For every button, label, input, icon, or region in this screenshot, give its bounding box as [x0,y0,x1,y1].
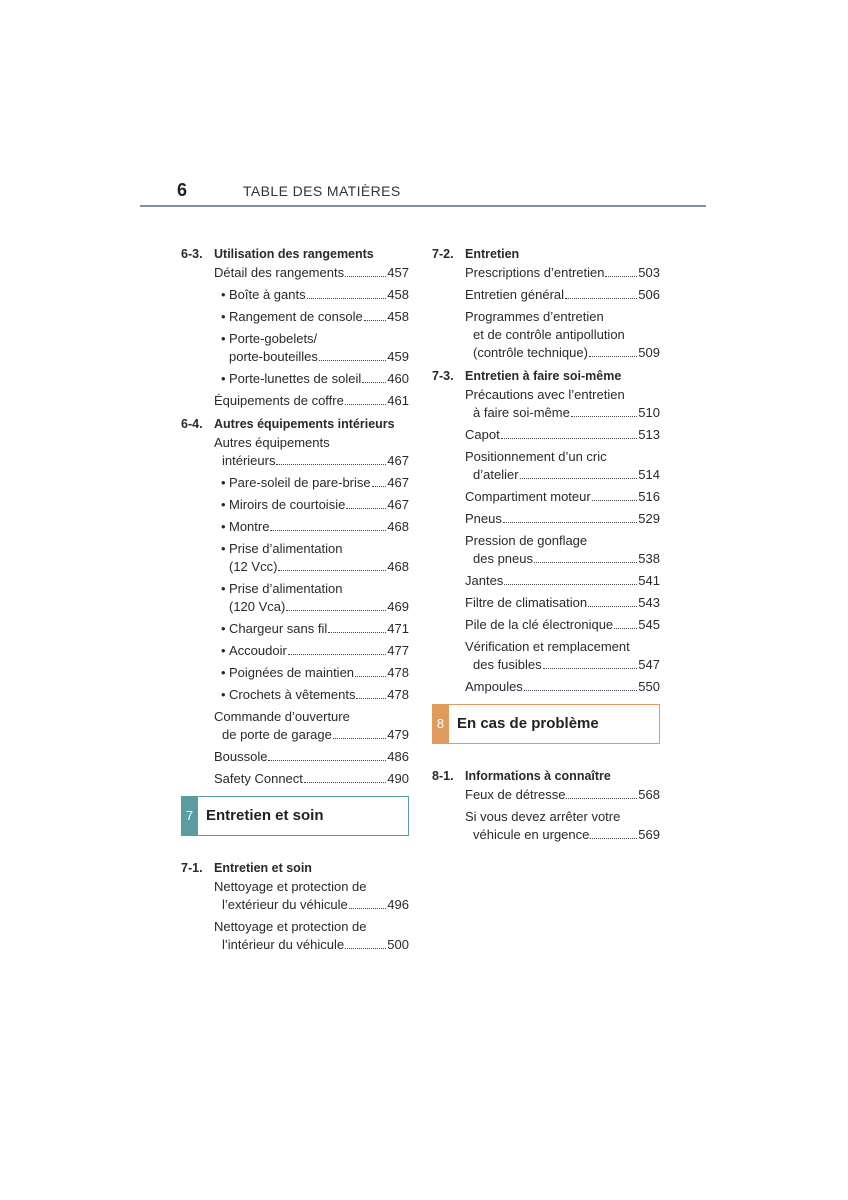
entry-page: 513 [638,427,660,442]
section-number: 6-4. [181,417,203,431]
toc-entry[interactable] [432,488,660,506]
entry-page: 460 [387,371,409,386]
section-title: Utilisation des rangements [214,247,374,261]
leader-dots [614,628,637,629]
entry-text-line: Autres équipements [214,435,330,450]
entry-text: Chargeur sans fil [229,621,328,636]
leader-dots [590,838,637,839]
toc-entry[interactable] [181,664,409,682]
entry-text-line: Pression de gonflage [465,533,588,548]
header-rule [140,205,706,207]
chapter-8-banner[interactable] [432,704,660,744]
entry-text: Pneus [465,511,502,526]
leader-dots [372,486,387,487]
entry-text: (120 Vca) [229,599,286,614]
entry-page: 516 [638,489,660,504]
leader-dots [524,690,637,691]
toc-entry[interactable] [181,878,409,914]
leader-dots [501,438,638,439]
entry-text: Poignées de maintien [229,665,355,680]
leader-dots [355,676,386,677]
entry-text: Entretien général [465,287,565,302]
entry-text: Capot [465,427,500,442]
leader-dots [349,908,387,909]
entry-text-line: Nettoyage et protection de [214,879,367,894]
leader-dots [345,276,386,277]
leader-dots [286,610,386,611]
entry-text: Compartiment moteur [465,489,591,504]
entry-text: Équipements de coffre [214,393,344,408]
leader-dots [288,654,386,655]
toc-entry[interactable] [181,286,409,304]
entry-page: 541 [638,573,660,588]
leader-dots [319,360,386,361]
entry-text: Boîte à gants [229,287,306,302]
entry-page: 490 [387,771,409,786]
entry-text: d’atelier [473,467,519,482]
entry-page: 458 [387,309,409,324]
entry-page: 468 [387,559,409,574]
entry-text-line: Commande d’ouverture [214,709,350,724]
entry-text: Filtre de climatisation [465,595,588,610]
toc-entry[interactable] [432,426,660,444]
header-title: TABLE DES MATIÈRES [243,183,401,199]
section-number: 7-3. [432,369,454,383]
entry-page: 461 [387,393,409,408]
chapter-number-tab: 7 [181,796,198,836]
toc-entry[interactable] [432,286,660,304]
toc-entry[interactable] [181,330,409,366]
toc-entry[interactable] [181,918,409,954]
toc-entry[interactable] [432,572,660,590]
leader-dots [504,584,637,585]
toc-entry[interactable] [432,532,660,568]
entry-text: Prescriptions d’entretien [465,265,605,280]
entry-text-line: Prise d’alimentation [229,541,343,556]
entry-page: 467 [387,497,409,512]
entry-page: 467 [387,475,409,490]
toc-entry[interactable] [432,616,660,634]
leader-dots [276,464,386,465]
toc-entry[interactable] [181,642,409,660]
bullet-icon: • [221,331,226,346]
toc-entry[interactable] [181,620,409,638]
entry-page: 471 [387,621,409,636]
toc-entry[interactable] [432,264,660,282]
bullet-icon: • [221,621,226,636]
entry-page: 458 [387,287,409,302]
leader-dots [534,562,637,563]
entry-page: 468 [387,519,409,534]
toc-entry[interactable] [181,308,409,326]
toc-entry[interactable] [181,686,409,704]
bullet-icon: • [221,287,226,302]
toc-entry[interactable] [181,370,409,388]
entry-text-line: et de contrôle antipollution [473,327,625,342]
page-number: 6 [177,180,188,200]
entry-page: 457 [387,265,409,280]
entry-page: 459 [387,349,409,364]
bullet-icon: • [221,309,226,324]
section-6-4 [181,414,409,434]
leader-dots [605,276,637,277]
bullet-icon: • [221,541,226,556]
chapter-7-banner[interactable] [181,796,409,836]
leader-dots [307,298,387,299]
section-title: Entretien et soin [214,861,312,875]
section-title: Informations à connaître [465,769,611,783]
section-number: 7-2. [432,247,454,261]
chapter-title: En cas de problème [457,715,599,732]
toc-entry[interactable] [181,708,409,744]
leader-dots [503,522,637,523]
toc-entry[interactable] [181,474,409,492]
entry-text: porte-bouteilles [229,349,318,364]
chapter-title: Entretien et soin [206,807,324,824]
entry-text: intérieurs [222,453,276,468]
entry-text: à faire soi-même [473,405,570,420]
entry-page: 479 [387,727,409,742]
bullet-icon: • [221,643,226,658]
toc-column-left [181,242,409,958]
toc-entry[interactable] [432,808,660,844]
entry-text: Feux de détresse [465,787,566,802]
entry-page: 467 [387,453,409,468]
entry-text-line: Si vous devez arrêter votre [465,809,621,824]
toc-entry[interactable] [181,770,409,788]
entry-text-line: Nettoyage et protection de [214,919,367,934]
toc-entry[interactable] [432,786,660,804]
entry-text: l’intérieur du véhicule [222,937,345,952]
entry-page: 478 [387,687,409,702]
leader-dots [278,570,386,571]
page-header [140,178,706,210]
bullet-icon: • [221,519,226,534]
entry-page: 506 [638,287,660,302]
entry-text-line: Vérification et remplacement [465,639,630,654]
entry-text: de porte de garage [222,727,332,742]
leader-dots [356,698,386,699]
entry-text-line: Positionnement d’un cric [465,449,607,464]
entry-text: Safety Connect [214,771,303,786]
section-title: Autres équipements intérieurs [214,417,395,431]
entry-text: Miroirs de courtoisie [229,497,346,512]
toc-entry[interactable] [181,392,409,410]
toc-entry[interactable] [432,308,660,362]
entry-text: l’extérieur du véhicule [222,897,348,912]
entry-text: Boussole [214,749,268,764]
entry-text: Crochets à vêtements [229,687,356,702]
bullet-icon: • [221,687,226,702]
bullet-icon: • [221,581,226,596]
bullet-icon: • [221,475,226,490]
entry-text: véhicule en urgence [473,827,590,842]
leader-dots [520,478,638,479]
bullet-icon: • [221,371,226,386]
entry-page: 477 [387,643,409,658]
entry-page: 510 [638,405,660,420]
entry-text: des pneus [473,551,533,566]
toc-entry[interactable] [432,678,660,696]
leader-dots [345,948,386,949]
entry-page: 538 [638,551,660,566]
section-7-1 [181,858,409,878]
entry-text: Ampoules [465,679,523,694]
toc-entry[interactable] [181,518,409,536]
toc-entry[interactable] [432,638,660,674]
toc-entry[interactable] [181,264,409,282]
entry-text: Pare-soleil de pare-brise [229,475,371,490]
toc-entry[interactable] [181,748,409,766]
entry-text: Détail des rangements [214,265,345,280]
section-7-3 [432,366,660,386]
leader-dots [268,760,386,761]
entry-page: 514 [638,467,660,482]
chapter-number-tab: 8 [432,704,449,744]
leader-dots [571,416,637,417]
leader-dots [328,632,386,633]
entry-text-line: Programmes d’entretien [465,309,604,324]
leader-dots [543,668,638,669]
toc-entry[interactable] [432,510,660,528]
entry-page: 500 [387,937,409,952]
leader-dots [565,298,637,299]
leader-dots [588,606,637,607]
entry-page: 478 [387,665,409,680]
entry-text: Accoudoir [229,643,287,658]
leader-dots [566,798,637,799]
entry-page: 529 [638,511,660,526]
toc-entry[interactable] [181,496,409,514]
entry-page: 509 [638,345,660,360]
entry-text-line: Précautions avec l’entretien [465,387,625,402]
section-6-3 [181,244,409,264]
entry-text: Rangement de console [229,309,363,324]
entry-text: Montre [229,519,270,534]
entry-page: 545 [638,617,660,632]
entry-text-line: Prise d’alimentation [229,581,343,596]
leader-dots [592,500,638,501]
entry-page: 550 [638,679,660,694]
toc-entry[interactable] [181,540,409,576]
section-number: 6-3. [181,247,203,261]
section-number: 7-1. [181,861,203,875]
section-7-2 [432,244,660,264]
entry-page: 543 [638,595,660,610]
entry-page: 496 [387,897,409,912]
toc-entry[interactable] [432,448,660,484]
entry-page: 503 [638,265,660,280]
entry-text: (contrôle technique) [473,345,588,360]
leader-dots [345,404,386,405]
leader-dots [346,508,386,509]
toc-entry[interactable] [181,434,409,470]
bullet-icon: • [221,665,226,680]
section-title: Entretien [465,247,520,261]
leader-dots [304,782,386,783]
leader-dots [589,356,637,357]
entry-text: Pile de la clé électronique [465,617,614,632]
toc-entry[interactable] [432,594,660,612]
entry-page: 547 [638,657,660,672]
entry-text-line: Porte-gobelets/ [229,331,318,346]
toc-column-right [432,242,660,848]
leader-dots [333,738,386,739]
bullet-icon: • [221,497,226,512]
leader-dots [362,382,386,383]
toc-entry[interactable] [181,580,409,616]
section-8-1 [432,766,660,786]
entry-page: 486 [387,749,409,764]
entry-text: (12 Vcc) [229,559,278,574]
leader-dots [364,320,387,321]
section-number: 8-1. [432,769,454,783]
entry-page: 568 [638,787,660,802]
toc-entry[interactable] [432,386,660,422]
entry-page: 569 [638,827,660,842]
entry-page: 469 [387,599,409,614]
entry-text: Porte-lunettes de soleil [229,371,362,386]
section-title: Entretien à faire soi-même [465,369,622,383]
leader-dots [270,530,386,531]
entry-text: Jantes [465,573,504,588]
entry-text: des fusibles [473,657,542,672]
